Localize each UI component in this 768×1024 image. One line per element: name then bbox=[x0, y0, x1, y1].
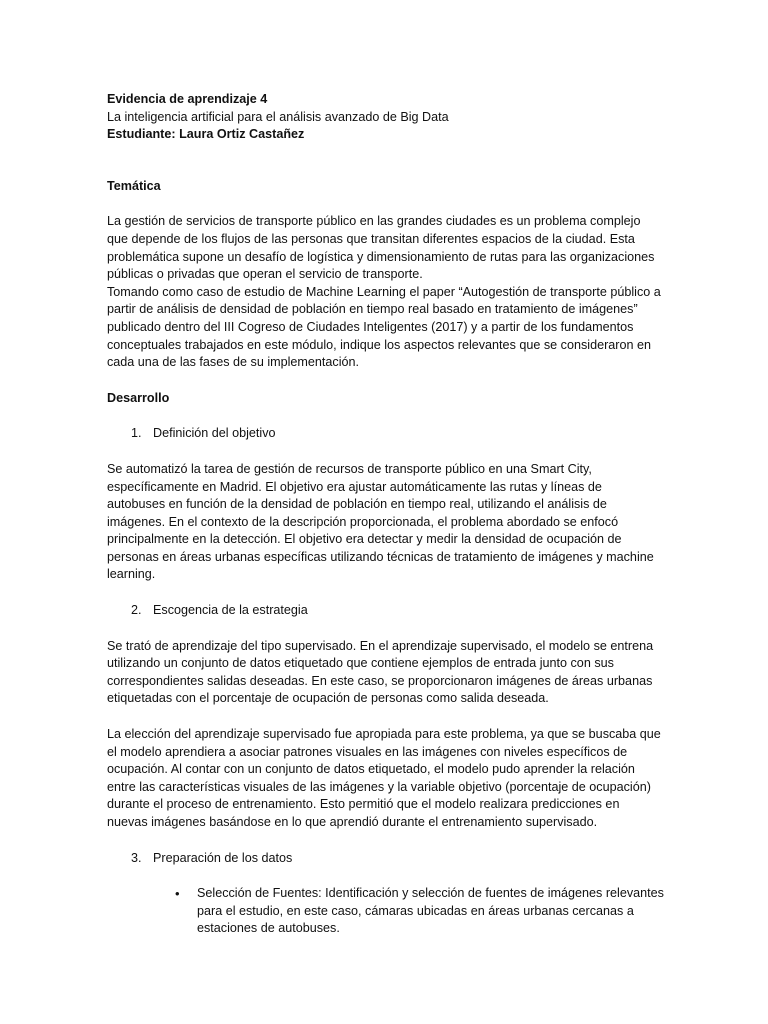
item-label: Definición del objetivo bbox=[153, 426, 276, 441]
document-title: Evidencia de aprendizaje 4 bbox=[107, 92, 268, 106]
desarrollo-heading: Desarrollo bbox=[107, 390, 170, 405]
bullet-text: Selección de Fuentes: Identificación y selección de fuentes de imágenes relevantes para el estudio, en este caso, cámaras ubicadas en áreas urbanas cercanas a estaciones de autobuses. bbox=[197, 886, 664, 936]
bullet-item bbox=[175, 885, 667, 938]
student-name: Estudiante: Laura Ortiz Castañez bbox=[107, 127, 305, 142]
tematica-paragraph-1: La gestión de servicios de transporte público en las grandes ciudades es un problema complejo que depende de los flujos de las personas que transitan diferentes espacios de la ciudad. Esta problemática supone un desafío de logística y dimensionamiento de rutas para las organizaciones públicas o privadas que operan el servicio de transporte. bbox=[107, 214, 655, 282]
item-number: 1. bbox=[131, 426, 142, 441]
item-label: Escogencia de la estrategia bbox=[153, 603, 308, 618]
bullet-dot: • bbox=[175, 886, 180, 902]
item-number: 3. bbox=[131, 850, 142, 865]
item-label: Preparación de los datos bbox=[153, 850, 293, 865]
tematica-heading: Temática bbox=[107, 178, 161, 193]
objetivo-paragraph: Se automatizó la tarea de gestión de recursos de transporte público en una Smart City, específicamente en Madrid. El objetivo era ajustar automáticamente las rutas y líneas de autobuses en función de la densidad de población en tiempo real, utilizando el análisis de imágenes. En el contexto de la descripción proporcionada, el problema abordado se enfocó principalmente en la detección. El objetivo era detectar y medir la densidad de ocupación de personas en áreas urbanas específicas utilizando técnicas de tratamiento de imágenes y machine learning. bbox=[107, 461, 654, 582]
numbered-item-3 bbox=[131, 850, 663, 868]
numbered-item-2 bbox=[131, 602, 663, 620]
estrategia-paragraph-2: La elección del aprendizaje supervisado fue apropiada para este problema, ya que se buscaba que el modelo aprendiera a asociar patrones visuales en las imágenes con niveles específicos de ocupación. Al contar con un conjunto de datos etiquetado, el modelo pudo aprender la relación entre las características visuales de las imágenes y la variable objetivo (porcentaje de ocupación) durante el proceso de entrenamiento. Esto permitió que el modelo realizara predicciones en nuevas imágenes basándose en lo que aprendió durante el entrenamiento supervisado. bbox=[107, 727, 661, 829]
estrategia-paragraph-1: Se trató de aprendizaje del tipo supervisado. En el aprendizaje supervisado, el modelo se entrena utilizando un conjunto de datos etiquetado que contiene ejemplos de entrada junto con sus correspondientes salidas deseadas. En este caso, se proporcionaron imágenes de áreas urbanas etiquetadas con el porcentaje de ocupación de personas como salida deseada. bbox=[107, 638, 654, 706]
document-subtitle: La inteligencia artificial para el análisis avanzado de Big Data bbox=[107, 109, 449, 124]
document-page bbox=[107, 91, 663, 938]
item-number: 2. bbox=[131, 603, 142, 618]
numbered-item-1 bbox=[131, 425, 663, 443]
tematica-paragraph-2: Tomando como caso de estudio de Machine Learning el paper “Autogestión de transporte público a partir de análisis de densidad de población en tiempo real basado en tratamiento de imágenes” publicado dentro del III Cogreso de Ciudades Inteligentes (2017) y a partir de los fundamentos conceptuales trabajados en este módulo, indique los aspectos relevantes que se consideraron en cada una de las fases de su implementación. bbox=[107, 284, 661, 370]
